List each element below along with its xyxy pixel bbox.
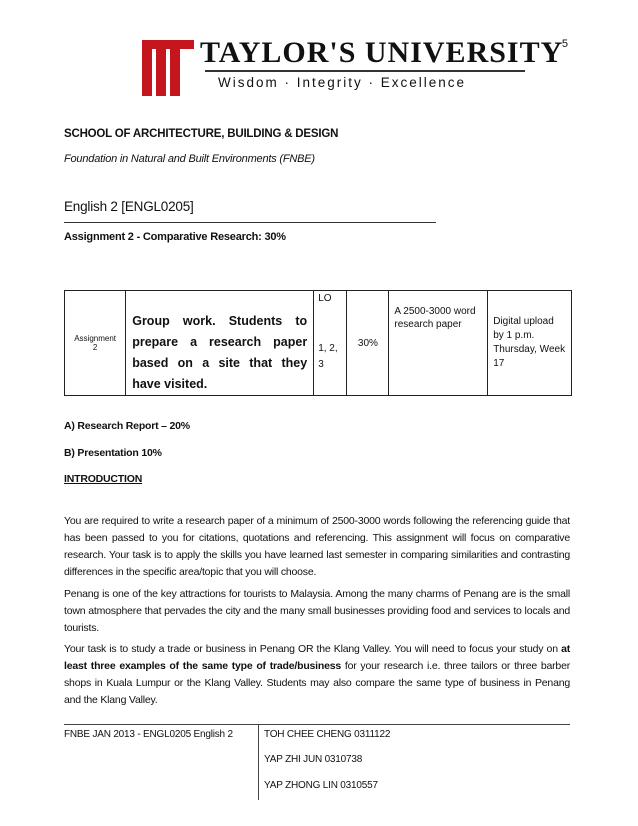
footer-student-name: YAP ZHI JUN 0310738 <box>264 754 363 765</box>
assignment-label: Assignment <box>74 334 116 343</box>
footer-column-divider <box>258 724 259 800</box>
task-cell: Group work. Students to prepare a research paper based on a site that they have visited. <box>126 291 314 396</box>
introduction-heading: INTRODUCTION <box>64 473 143 485</box>
paragraph-task-end: for your research i.e. three tailors or three barber shops in Kuala Lumpur or the Klang Valley. Students may also compare the same type of business in Penang and the Klang Valley. <box>64 660 571 706</box>
format-cell: A 2500-3000 word research paper <box>389 291 488 396</box>
logo-tagline: Wisdom · Integrity · Excellence <box>218 75 467 90</box>
weight-cell: 30% <box>347 291 389 396</box>
research-report-heading: A) Research Report – 20% <box>64 420 190 432</box>
course-divider <box>64 222 436 223</box>
course-title: English 2 [ENGL0205] <box>64 199 194 214</box>
assignment-table <box>64 290 572 396</box>
presentation-heading: B) Presentation 10% <box>64 447 162 459</box>
footer-divider <box>64 724 570 725</box>
paragraph-task-start: Your task is to study a trade or business in Penang OR the Klang Valley. You will need to focus your study on <box>64 643 562 655</box>
paragraph-penang: Penang is one of the key attractions for tourists to Malaysia. Among the many charms of Penang are is the small town atmosphere that pervades the city and the many small businesses providing food and services to locals and tourists. <box>64 588 570 634</box>
footer-student-name: YAP ZHONG LIN 0310557 <box>264 780 378 791</box>
submission-cell: Digital upload by 1 p.m. Thursday, Week 17 <box>488 291 572 396</box>
paragraph-task <box>64 641 570 709</box>
paragraph-intro: You are required to write a research paper of a minimum of 2500-3000 words following the referencing guide that has been passed to you for citations, quotations and referencing. This assignment will focus on comparative research. Your task is to apply the skills you have learned last semester in comparing similarities and contrasting differences in the specific area/topic that you will choose. <box>64 515 570 578</box>
logo-emblem-icon <box>140 36 196 100</box>
footer-course-ref: FNBE JAN 2013 - ENGL0205 English 2 <box>64 729 233 740</box>
logo-divider <box>205 70 525 72</box>
assignment-title: Assignment 2 - Comparative Research: 30% <box>64 231 286 243</box>
lo-label: LO <box>318 293 332 304</box>
table-row <box>65 291 572 396</box>
lo-value: 1, 2, <box>318 343 338 354</box>
footer-student-name: TOH CHEE CHENG 0311122 <box>264 729 391 740</box>
page-number: 5 <box>561 38 568 50</box>
school-name: SCHOOL OF ARCHITECTURE, BUILDING & DESIGN <box>64 128 339 140</box>
paragraph-task-emphasis: at least three examples of the same type of trade/business <box>64 643 570 672</box>
lo-values <box>318 341 337 373</box>
assignment-cell <box>65 291 126 396</box>
assignment-number: 2 <box>92 343 98 352</box>
program-name: Foundation in Natural and Built Environments (FNBE) <box>64 153 315 165</box>
lo-value: 3 <box>318 359 324 370</box>
lo-cell <box>314 291 347 396</box>
logo-name: TAYLOR'S UNIVERSITY <box>200 36 564 69</box>
